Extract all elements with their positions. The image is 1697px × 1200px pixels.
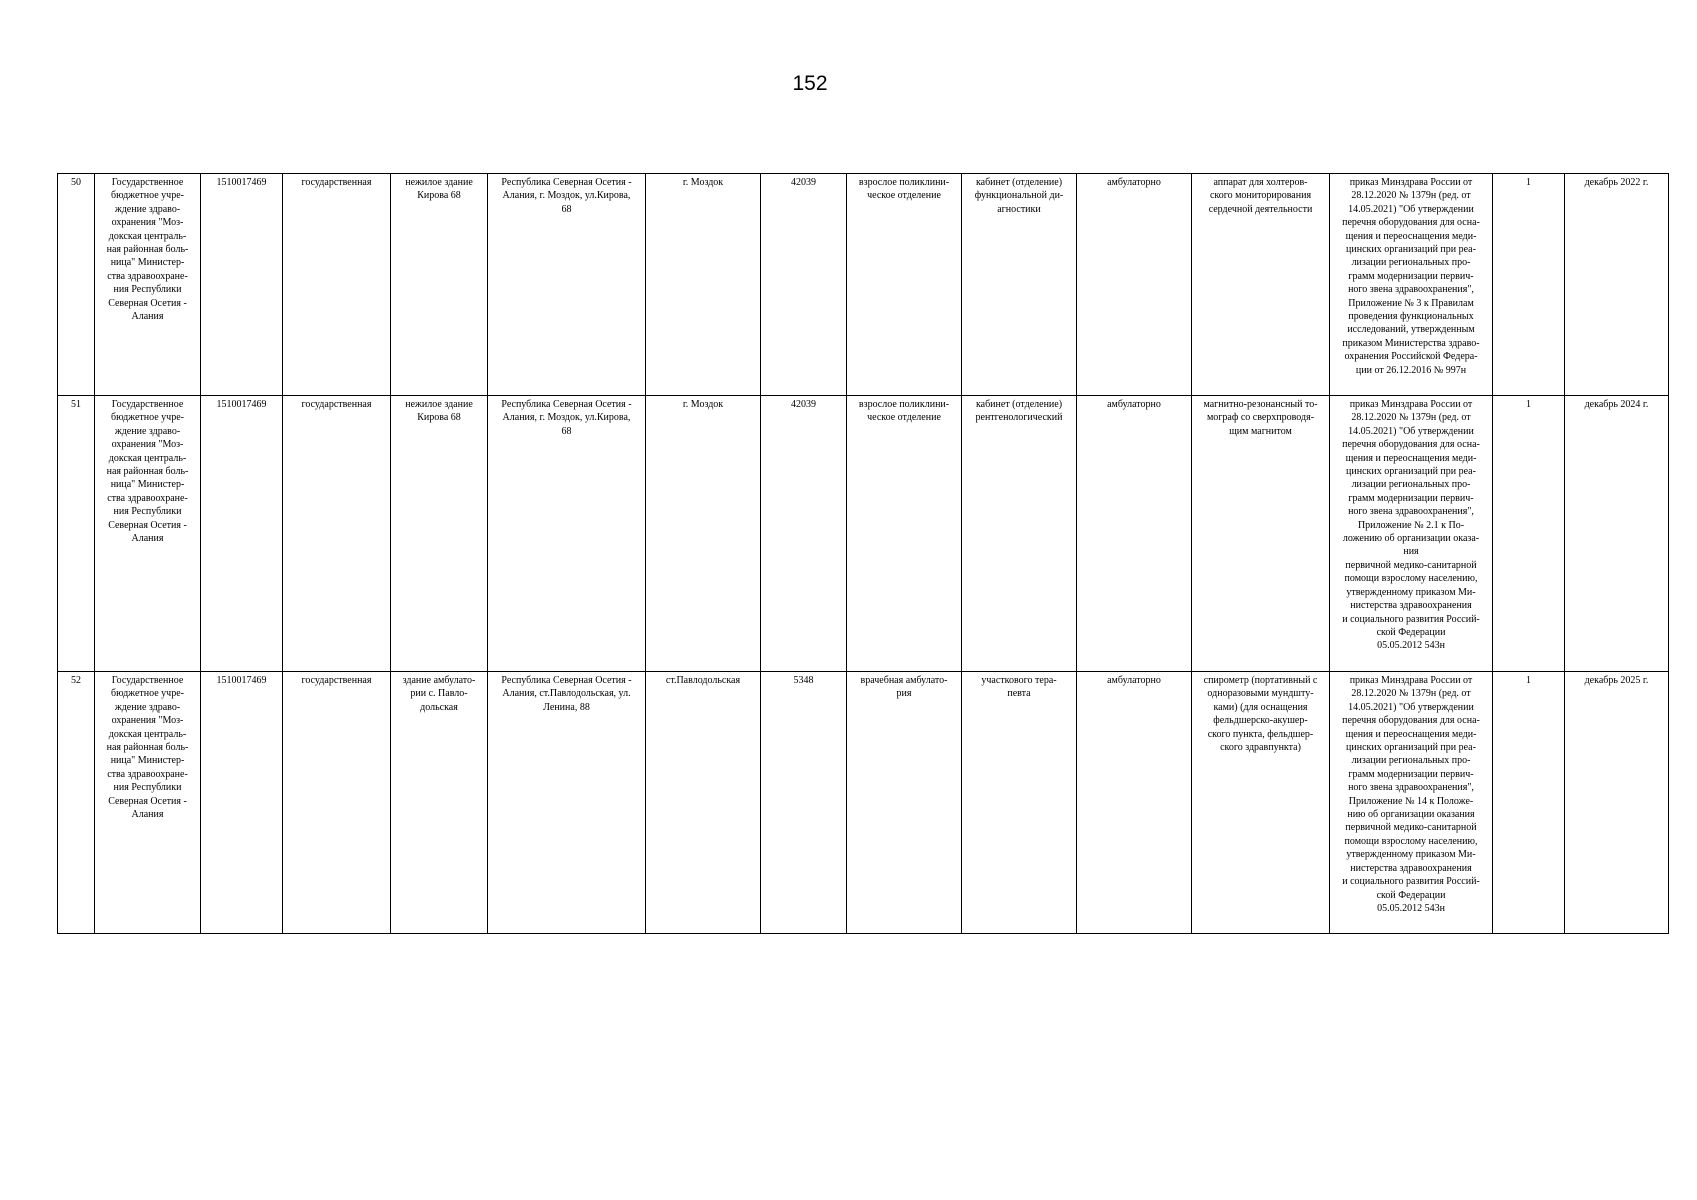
inn-cell: 1510017469 xyxy=(201,174,283,396)
settlement-cell: ст.Павлодольская xyxy=(646,672,761,934)
equipment-cell: аппарат для холтеров- ского мониторирования сердечной деятельности xyxy=(1192,174,1330,396)
cabinet-cell: участкового тера- певта xyxy=(962,672,1077,934)
quantity-cell: 1 xyxy=(1493,396,1565,672)
building-cell: нежилое здание Кирова 68 xyxy=(391,174,488,396)
building-cell: нежилое здание Кирова 68 xyxy=(391,396,488,672)
period-cell: декабрь 2022 г. xyxy=(1565,174,1669,396)
ownership-cell: государственная xyxy=(283,672,391,934)
ownership-cell: государственная xyxy=(283,396,391,672)
ownership-cell: государственная xyxy=(283,174,391,396)
institution-cell: Государственное бюджетное учре- ждение здраво- охранения "Моз- докская централь- ная районная боль- ница" Министер- ства здравоохране- ния Республики Северная Осетия - Алания xyxy=(95,672,201,934)
institution-cell: Государственное бюджетное учре- ждение здраво- охранения "Моз- докская централь- ная районная боль- ница" Министер- ства здравоохране- ния Республики Северная Осетия - Алания xyxy=(95,174,201,396)
inn-cell: 1510017469 xyxy=(201,672,283,934)
legal-basis-cell: приказ Минздрава России от 28.12.2020 № 1379н (ред. от 14.05.2021) "Об утверждении перечня оборудования для осна- щения и переоснащения меди- цинских организаций при реа- лизации региональных про- грамм модернизации первич- ного звена здравоохранения", Приложение № 3 к Правилам проведения функциональных исследований, утвержденным приказом Министерства здраво- охранения Российской Федера- ции от 26.12.2016 № 997н xyxy=(1330,174,1493,396)
quantity-cell: 1 xyxy=(1493,672,1565,934)
equipment-cell: спирометр (портативный с одноразовыми мундшту- ками) (для оснащения фельдшерско-акушер- ского пункта, фельдшер- ского здравпункта) xyxy=(1192,672,1330,934)
building-cell: здание амбулато- рии с. Павло- дольская xyxy=(391,672,488,934)
settlement-cell: г. Моздок xyxy=(646,396,761,672)
period-cell: декабрь 2024 г. xyxy=(1565,396,1669,672)
care-form-cell: амбулаторно xyxy=(1077,672,1192,934)
department-cell: врачебная амбулато- рия xyxy=(847,672,962,934)
page-number: 152 xyxy=(792,72,828,95)
equipment-table xyxy=(57,173,1669,934)
table-row xyxy=(58,396,1669,672)
care-form-cell: амбулаторно xyxy=(1077,396,1192,672)
table-row xyxy=(58,672,1669,934)
address-cell: Республика Северная Осетия - Алания, г. Моздок, ул.Кирова, 68 xyxy=(488,174,646,396)
population-cell: 42039 xyxy=(761,396,847,672)
row-number: 50 xyxy=(58,174,95,396)
department-cell: взрослое поликлини- ческое отделение xyxy=(847,174,962,396)
care-form-cell: амбулаторно xyxy=(1077,174,1192,396)
quantity-cell: 1 xyxy=(1493,174,1565,396)
legal-basis-cell: приказ Минздрава России от 28.12.2020 № 1379н (ред. от 14.05.2021) "Об утверждении перечня оборудования для осна- щения и переоснащения меди- цинских организаций при реа- лизации региональных про- грамм модернизации первич- ного звена здравоохранения", Приложение № 2.1 к По- ложению об организации оказа- ния первичной медико-санитарной помощи взрослому населению, утвержденному приказом Ми- нистерства здравоохранения и социального развития Россий- ской Федерации 05.05.2012 543н xyxy=(1330,396,1493,672)
institution-cell: Государственное бюджетное учре- ждение здраво- охранения "Моз- докская централь- ная районная боль- ница" Министер- ства здравоохране- ния Республики Северная Осетия - Алания xyxy=(95,396,201,672)
population-cell: 42039 xyxy=(761,174,847,396)
settlement-cell: г. Моздок xyxy=(646,174,761,396)
cabinet-cell: кабинет (отделение) рентгенологический xyxy=(962,396,1077,672)
inn-cell: 1510017469 xyxy=(201,396,283,672)
address-cell: Республика Северная Осетия - Алания, г. Моздок, ул.Кирова, 68 xyxy=(488,396,646,672)
department-cell: взрослое поликлини- ческое отделение xyxy=(847,396,962,672)
row-number: 52 xyxy=(58,672,95,934)
equipment-cell: магнитно-резонансный то- мограф со сверхпроводя- щим магнитом xyxy=(1192,396,1330,672)
period-cell: декабрь 2025 г. xyxy=(1565,672,1669,934)
address-cell: Республика Северная Осетия - Алания, ст.Павлодольская, ул. Ленина, 88 xyxy=(488,672,646,934)
table-row xyxy=(58,174,1669,396)
cabinet-cell: кабинет (отделение) функциональной ди- агностики xyxy=(962,174,1077,396)
legal-basis-cell: приказ Минздрава России от 28.12.2020 № 1379н (ред. от 14.05.2021) "Об утверждении перечня оборудования для осна- щения и переоснащения меди- цинских организаций при реа- лизации региональных про- грамм модернизации первич- ного звена здравоохранения", Приложение № 14 к Положе- нию об организации оказания первичной медико-санитарной помощи взрослому населению, утвержденному приказом Ми- нистерства здравоохранения и социального развития Россий- ской Федерации 05.05.2012 543н xyxy=(1330,672,1493,934)
population-cell: 5348 xyxy=(761,672,847,934)
row-number: 51 xyxy=(58,396,95,672)
